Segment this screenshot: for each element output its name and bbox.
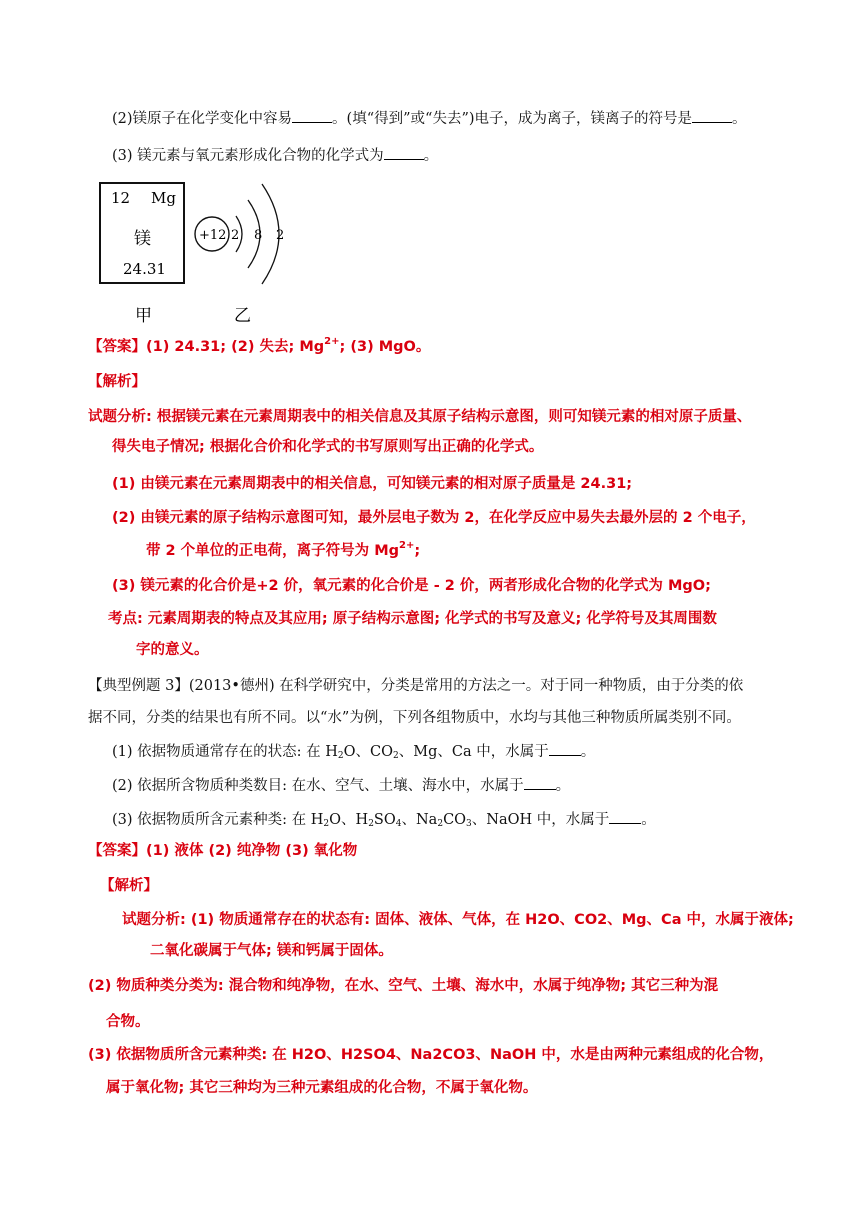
question-text: (3) 依据物质所含元素种类: 在 H (112, 812, 324, 828)
subscript: 4 (395, 819, 402, 829)
answer-text: (1) 液体 (2) 纯净物 (3) 氧化物 (146, 843, 358, 859)
question-text: O、H (329, 812, 369, 828)
question-text: 。 (423, 148, 439, 164)
analysis-text: 属于氧化物; 其它三种均为三种元素组成的化合物，不属于氧化物。 (106, 1080, 538, 1096)
analysis-text: 二氧化碳属于气体; 镁和钙属于固体。 (150, 943, 393, 959)
example-text: 据不同，分类的结果也有所不同。以“水”为例，下列各组物质中，水均与其他三种物质所属类别不同。 (88, 710, 741, 726)
question-text: 、Mg、Ca 中，水属于 (398, 744, 549, 760)
question-text: (2)镁原子在化学变化中容易 (112, 111, 293, 127)
analysis-text-part: 带 2 个单位的正电荷，离子符号为 Mg (146, 543, 400, 559)
answer-blank (292, 108, 332, 123)
example-question-1 (112, 741, 595, 766)
analysis-text: 试题分析: 根据镁元素在元素周期表中的相关信息及其原子结构示意图，则可知镁元素的相对原子质量、 (88, 409, 752, 425)
analysis-text (146, 541, 420, 561)
element-symbol: Mg (151, 189, 176, 207)
analysis-text: (1) 由镁元素在元素周期表中的相关信息，可知镁元素的相对原子质量是 24.31; (112, 476, 633, 492)
answer-blank (524, 775, 556, 790)
question-text: 。 (555, 778, 571, 794)
analysis-text: 得失电子情况; 根据化合价和化学式的书写原则写出正确的化学式。 (112, 439, 544, 455)
example-question-3 (112, 809, 656, 834)
question-text: 。(填“得到”或“失去”)电子，成为离子，镁离子的符号是 (332, 111, 693, 127)
answer-label: 【答案】 (88, 339, 146, 355)
analysis-text: 试题分析: (1) 物质通常存在的状态有: 固体、液体、气体，在 H2O、CO2、Mg、Ca 中，水属于液体; (122, 912, 794, 928)
answer-text: (1) 24.31; (2) 失去; Mg (146, 339, 325, 355)
subscript: 2 (393, 751, 399, 761)
atomic-structure-diagram (190, 176, 300, 292)
question-part-2 (112, 108, 747, 129)
analysis-text: (2) 由镁元素的原子结构示意图可知，最外层电子数为 2，在化学反应中易失去最外层的 2 个电子， (112, 510, 756, 526)
analysis-text: 合物。 (106, 1014, 150, 1030)
question-text: 、Na (401, 812, 438, 828)
analysis-label: 【解析】 (100, 878, 158, 894)
question-text: 。 (641, 812, 656, 828)
answer-text: ; (3) MgO。 (339, 339, 431, 355)
ion-charge: 2+ (399, 540, 415, 551)
subscript: 2 (368, 819, 374, 829)
subscript: 2 (323, 819, 330, 829)
key-points: 字的意义。 (136, 642, 209, 658)
answer-line (88, 841, 357, 861)
ion-charge: 2+ (324, 336, 340, 347)
example-question-2 (112, 775, 570, 796)
shell-1-count: 2 (231, 228, 240, 243)
answer-blank (549, 741, 581, 756)
answer-line (88, 337, 430, 357)
question-text: (3) 镁元素与氧元素形成化合物的化学式为 (112, 148, 384, 164)
subscript: 2 (437, 819, 444, 829)
element-name: 镁 (134, 229, 151, 249)
question-text: (1) 依据物质通常存在的状态: 在 H (112, 744, 338, 760)
question-text: O、CO (343, 744, 394, 760)
shell-2-count: 8 (254, 228, 263, 243)
figure-caption-left: 甲 (135, 306, 152, 326)
example-header: 【典型例题 3】(2013•德州) 在科学研究中，分类是常用的方法之一。对于同一种物质，由于分类的依 (88, 678, 744, 694)
nucleus-charge: +12 (199, 228, 227, 243)
figure-caption-right: 乙 (234, 306, 251, 326)
analysis-label: 【解析】 (88, 374, 146, 390)
periodic-table-cell (99, 182, 185, 284)
shell-3-count: 2 (276, 228, 285, 243)
answer-blank (609, 809, 641, 824)
atomic-mass: 24.31 (123, 260, 166, 278)
answer-label: 【答案】 (88, 843, 146, 859)
key-points: 考点: 元素周期表的特点及其应用; 原子结构示意图; 化学式的书写及意义; 化学符号及其周围数 (108, 611, 717, 627)
subscript: 2 (337, 751, 344, 761)
answer-blank (692, 108, 732, 123)
question-text: CO (443, 812, 467, 828)
answer-blank (384, 145, 424, 160)
atomic-number: 12 (111, 189, 131, 207)
question-text: (2) 依据所含物质种类数目: 在水、空气、土壤、海水中，水属于 (112, 778, 524, 794)
question-text: 。 (732, 111, 747, 127)
question-text: 、NaOH 中，水属于 (471, 812, 610, 828)
analysis-text-part: ; (414, 543, 421, 559)
question-text: SO (373, 812, 396, 828)
analysis-text: (2) 物质种类分类为: 混合物和纯净物，在水、空气、土壤、海水中，水属于纯净物; 其它三种为混 (88, 978, 719, 994)
analysis-text: (3) 依据物质所含元素种类: 在 H2O、H2SO4、Na2CO3、NaOH 中，水是由两种元素组成的化合物， (88, 1047, 774, 1063)
question-part-3 (112, 145, 438, 166)
analysis-text: (3) 镁元素的化合价是+2 价，氧元素的化合价是 - 2 价，两者形成化合物的化学式为 MgO; (112, 578, 711, 594)
subscript: 3 (466, 819, 472, 829)
question-text: 。 (580, 744, 596, 760)
